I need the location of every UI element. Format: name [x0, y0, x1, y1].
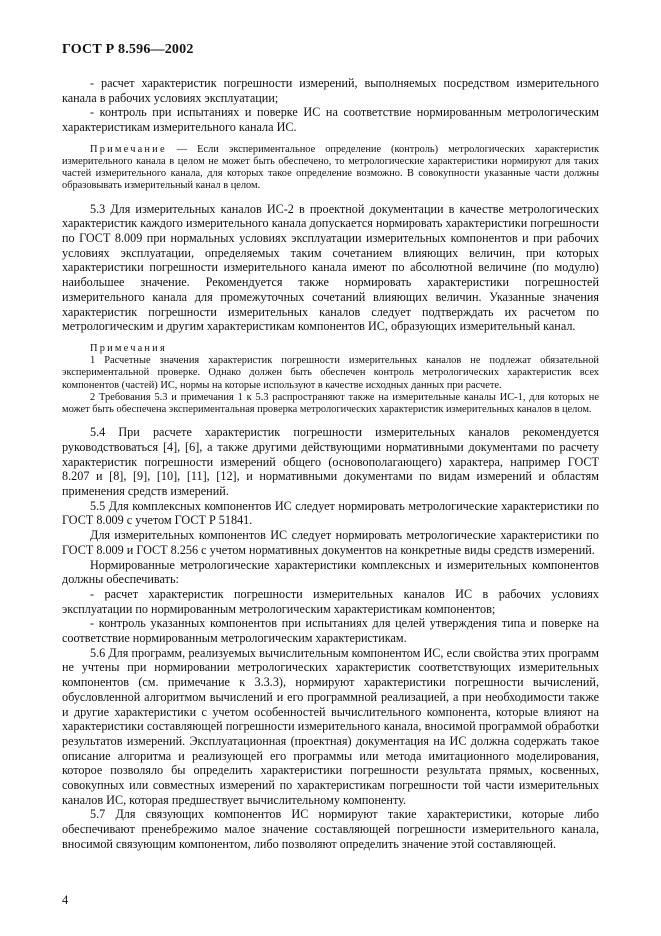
note-label: Примечание [90, 143, 167, 155]
section-5-4: 5.4 При расчете характеристик погрешности измерительных каналов рекомендуется руководствоваться [4], [6], а также другими действующими нормативными документами по расчету характеристик погрешности измерений общего (основополагающего) характера, например ГОСТ 8.207 и [8], [9], [10], [11], [12], и нормативными документами по видам измерений и областям применения средств измерений. [62, 425, 599, 498]
section-5-6: 5.6 Для программ, реализуемых вычислительным компонентом ИС, если свойства этих программ не учтены при нормировании метрологических характеристик соответствующих измерительных компонентов (см. примечание к 3.3.3), нормируют характеристики погрешности вычислений, обусловленной алгоритмом вычислений и его программной реализацией, а при необходимости также и другие характеристики с учетом особенностей вычислительного компонента, которые влияют на характеристики составляющей погрешности измерительного канала, вносимой программой обработки результатов измерений. Эксплуатационная (проектная) документация на ИС должна содержать такое описание алгоритма и реализующей его программы или метода имитационного моделирования, которое позволяло бы определить характеристики погрешности результата прямых, косвенных, совокупных или совместных измерений по характеристикам погрешности той части измерительных каналов ИС, которая предшествует вычислительному компоненту. [62, 645, 599, 807]
document-body [62, 76, 599, 852]
paragraph: - контроль при испытаниях и поверке ИС на соответствие нормированным метрологическим характеристикам измерительного канала ИС. [62, 105, 599, 135]
notes-heading: Примечания [90, 342, 167, 354]
note [62, 144, 599, 193]
paragraph: - расчет характеристик погрешности измерений, выполняемых посредством измерительного канала в рабочих условиях эксплуатации; [62, 76, 599, 105]
section-5-3: 5.3 Для измерительных каналов ИС-2 в проектной документации в качестве метрологических характеристик каждого измерительного канала допускается нормировать характеристики погрешности по ГОСТ 8.009 при нормальных условиях эксплуатации измерительных компонентов и при рабочих условиях эксплуатации, определяемых таким сочетанием влияющих величин, при которых характеристики погрешности измерительного канала имеют по абсолютной величине (по модулю) наибольшее значение. Рекомендуется также нормировать характеристики погрешностей измерительного канала для промежуточных сочетаний влияющих величин. Указанные значения характеристик погрешности измерительных каналов следует подтверждать их расчетом по метрологическим и другим характеристикам компонентов ИС, образующих измерительный канал. [62, 201, 599, 334]
paragraph: Для измерительных компонентов ИС следует нормировать метрологические характеристики по ГОСТ 8.009 и ГОСТ 8.256 с учетом нормативных документов на конкретные виды средств измерений. [62, 528, 599, 557]
page-number: 4 [62, 893, 69, 907]
paragraph: Нормированные метрологические характеристики комплексных и измерительных компонентов должны обеспечивать: [62, 557, 599, 587]
note-item: 2 Требования 5.3 и примечания 1 к 5.3 распространяют также на измерительные каналы ИС-1, для которых не может быть обеспечена экспериментальная проверка метрологических характеристик измерительных каналов в целом. [62, 391, 599, 415]
note-item: 1 Расчетные значения характеристик погрешности измерительных каналов не подлежат обязательной экспериментальной проверке. Однако должен быть обеспечен контроль метрологических характеристик всех компонентов (частей) ИС, нормы на которые используют в качестве исходных данных при расчете. [62, 355, 599, 391]
note-text: — Если экспериментальное определение (контроль) метрологических характеристик измерительного канала в целом не может быть обеспечено, то метрологические характеристики нормируют для таких частей измерительного канала, для которых такое определение возможно. В совокупности указанные части должны образовывать измерительный канал в целом. [62, 143, 599, 192]
section-5-7: 5.7 Для связующих компонентов ИС нормируют такие характеристики, которые либо обеспечивают пренебрежимо малое значение составляющей погрешности измерительного канала, вносимой связующим компонентом, либо позволяют определить значение этой составляющей. [62, 807, 599, 851]
document-header: ГОСТ Р 8.596—2002 [62, 42, 194, 57]
section-5-5: 5.5 Для комплексных компонентов ИС следует нормировать метрологические характеристики по ГОСТ 8.009 с учетом ГОСТ Р 51841. [62, 498, 599, 528]
list-item: - расчет характеристик погрешности измерительных каналов ИС в рабочих условиях эксплуатации по нормированным метрологическим характеристикам компонентов; [62, 586, 599, 616]
list-item: - контроль указанных компонентов при испытаниях для целей утверждения типа и поверке на соответствие нормированным метрологическим характеристикам. [62, 616, 599, 646]
